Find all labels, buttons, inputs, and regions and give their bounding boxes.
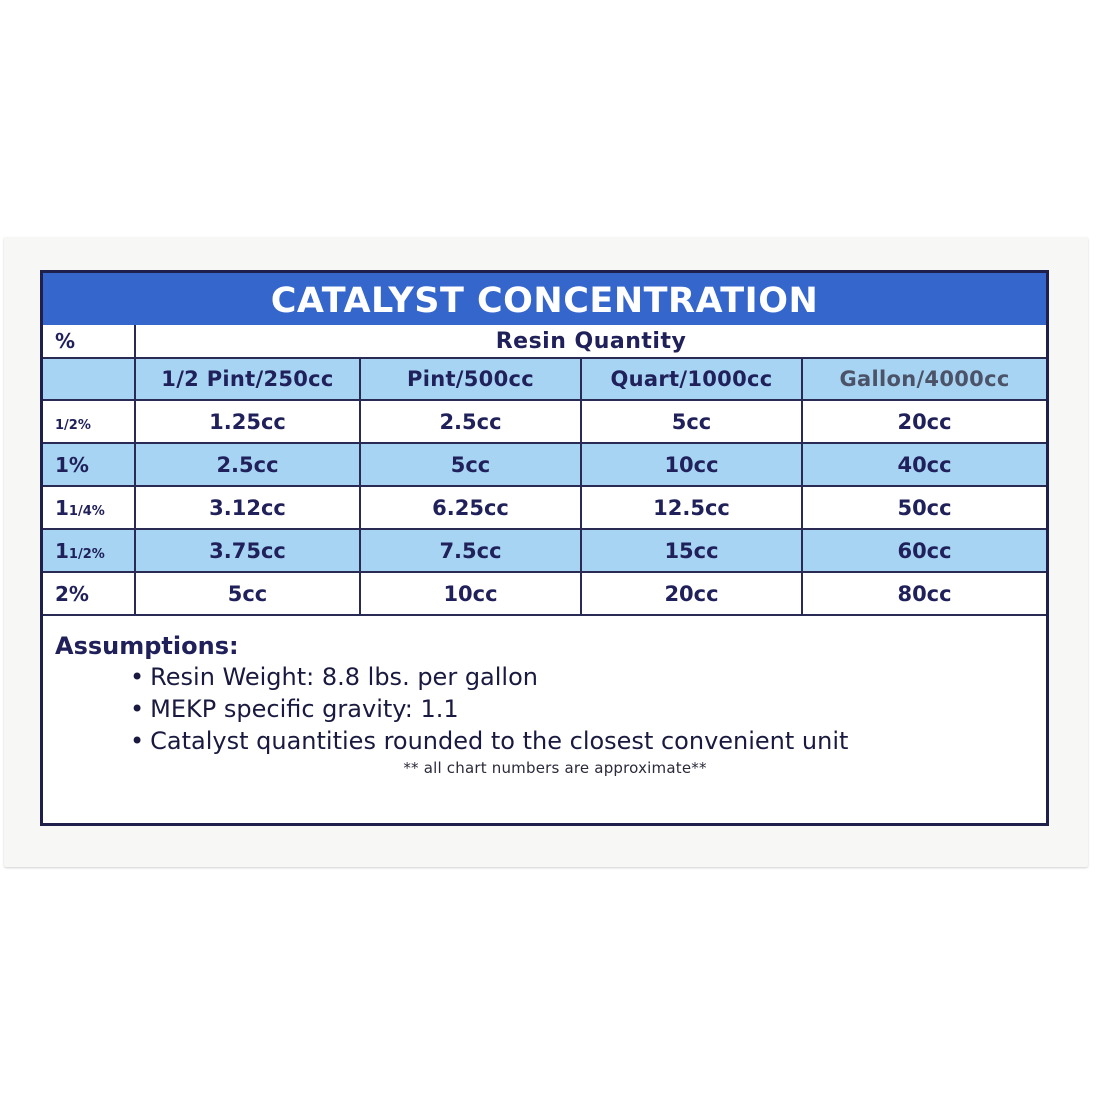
value-cell: 5cc [135,572,360,615]
value-cell: 40cc [802,443,1046,486]
resin-quantity-header: Resin Quantity [135,325,1046,358]
blank-header-cell [43,358,135,400]
value-cell: 2.5cc [360,400,581,443]
percent-label: 1/2% [43,400,135,443]
column-header-half-pint: 1/2 Pint/250cc [135,358,360,400]
value-cell: 10cc [581,443,802,486]
value-cell: 3.12cc [135,486,360,529]
table-row [43,443,1046,486]
assumption-item: • Resin Weight: 8.8 lbs. per gallon [130,663,538,691]
value-cell: 12.5cc [581,486,802,529]
percent-label: 11/2% [43,529,135,572]
assumption-item: • Catalyst quantities rounded to the closest convenient unit [130,727,849,755]
approximation-note: ** all chart numbers are approximate** [403,759,707,777]
value-cell: 6.25cc [360,486,581,529]
column-header-pint: Pint/500cc [360,358,581,400]
percent-label: 2% [43,572,135,615]
column-header-gallon: Gallon/4000cc [802,358,1046,400]
catalyst-chart [40,270,1049,826]
bullet-icon: • [130,663,145,691]
value-cell: 2.5cc [135,443,360,486]
value-cell: 5cc [581,400,802,443]
table-row [43,572,1046,615]
value-cell: 20cc [581,572,802,615]
value-cell: 80cc [802,572,1046,615]
value-cell: 50cc [802,486,1046,529]
table-row [43,400,1046,443]
percent-label: 1% [43,443,135,486]
assumptions-section [55,631,1035,777]
percent-header: % [43,325,135,358]
value-cell: 1.25cc [135,400,360,443]
assumption-item: • MEKP specific gravity: 1.1 [130,695,459,723]
value-cell: 15cc [581,529,802,572]
assumptions-title: Assumptions: [55,632,239,660]
bullet-icon: • [130,695,145,723]
value-cell: 60cc [802,529,1046,572]
percent-label: 11/4% [43,486,135,529]
table-row [43,529,1046,572]
column-header-quart: Quart/1000cc [581,358,802,400]
bullet-icon: • [130,727,145,755]
header-row [43,325,1046,358]
column-header-row [43,358,1046,400]
table-row [43,486,1046,529]
value-cell: 3.75cc [135,529,360,572]
chart-title: CATALYST CONCENTRATION [43,273,1046,325]
value-cell: 10cc [360,572,581,615]
value-cell: 5cc [360,443,581,486]
value-cell: 20cc [802,400,1046,443]
concentration-table [43,325,1046,616]
value-cell: 7.5cc [360,529,581,572]
